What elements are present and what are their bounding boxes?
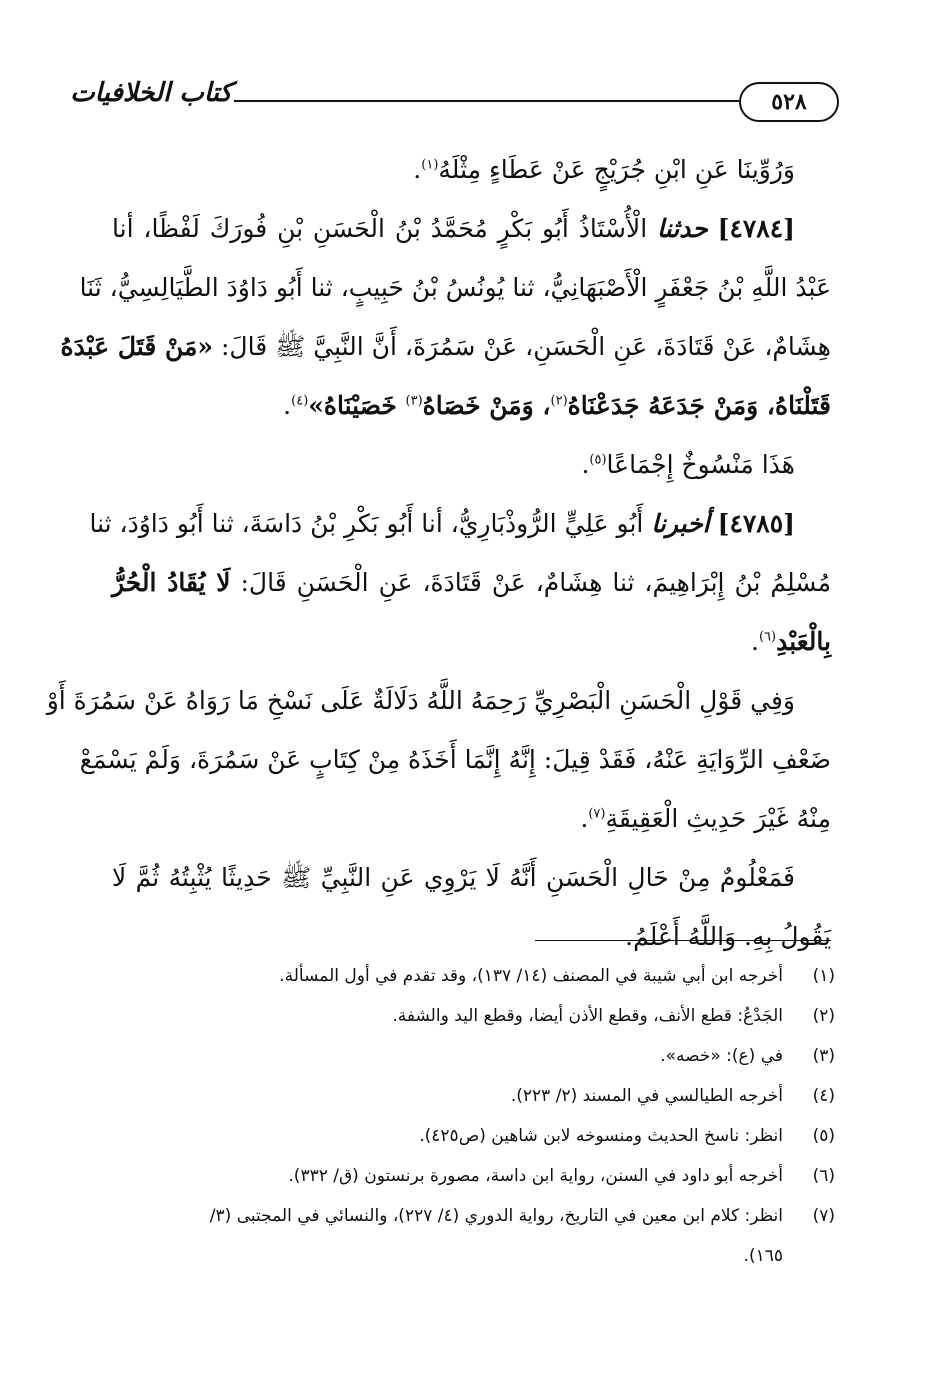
footnote xyxy=(96,1156,835,1196)
text-span: الْأُسْتَاذُ أَبُو بَكْرٍ مُحَمَّدُ بْنُ الْحَسَنِ بْنِ فُورَكَ لَفْظًا، أنا xyxy=(112,214,648,243)
footnote-ref: (١) xyxy=(421,157,439,173)
footnote-text: انظر: ناسخ الحديث ومنسوخه لابن شاهين (ص٤٢٥). xyxy=(419,1126,783,1146)
main-text xyxy=(46,140,831,966)
footnote-separator xyxy=(535,940,831,941)
text-line xyxy=(112,612,831,671)
text-line xyxy=(112,376,831,435)
transmission-keyword: أخبرنا xyxy=(651,509,710,538)
text-line: فَمَعْلُومٌ مِنْ حَالِ الْحَسَنِ أَنَّهُ لَا يَرْوِي عَنِ النَّبِيِّ ﷺ حَدِيثًا يُثْبِتُهُ ثُمَّ لَا xyxy=(112,863,795,892)
footnote-ref: (٧) xyxy=(588,806,606,822)
transmission-keyword: حدثنا xyxy=(657,214,708,243)
footnote xyxy=(96,1036,835,1076)
text-span: هِشَامٌ، عَنْ قَتَادَةَ، عَنِ الْحَسَنِ، عَنْ سَمُرَةَ، أَنَّ النَّبِيَّ ﷺ قَالَ: xyxy=(221,332,831,361)
hadith-number: [٤٧٨٤] xyxy=(717,214,795,243)
footnote-number: (٥) xyxy=(812,1126,835,1146)
footnote-number: (٣) xyxy=(812,1046,835,1066)
footnote-ref: (٥) xyxy=(589,452,607,468)
text-span: وَرُوِّينَا عَنِ ابْنِ جُرَيْجٍ عَنْ عَطَاءٍ مِثْلَهُ xyxy=(438,155,795,184)
text-span: هَذَا مَنْسُوخٌ إِجْمَاعًا xyxy=(606,450,795,479)
footnote-text: أخرجه الطيالسي في المسند (٢/ ٢٢٣). xyxy=(510,1086,783,1106)
footnotes xyxy=(96,956,835,1276)
footnote-continuation: ١٦٥). xyxy=(743,1246,783,1266)
footnote-ref: (٦) xyxy=(758,629,777,645)
text-line: وَفِي قَوْلِ الْحَسَنِ الْبَصْرِيِّ رَحِمَهُ اللَّهُ دَلَالَةٌ عَلَى نَسْخِ مَا رَوَاهُ عَنْ سَمُرَةَ أَوْ xyxy=(46,686,795,715)
text-line: يَقُولُ بِهِ. وَاللَّهُ أَعْلَمُ. xyxy=(625,922,831,951)
footnote-ref: (٣) xyxy=(405,393,423,409)
footnote xyxy=(96,1196,835,1236)
hadith-quote: خَصَيْنَاهُ xyxy=(323,391,406,420)
text-line: عَبْدُ اللَّهِ بْنُ جَعْفَرٍ الْأَصْبَهَانِيُّ، ثنا يُونُسُ بْنُ حَبِيبٍ، ثنا أَبُو دَاوُدَ الطَّيَالِسِيُّ، ثَنَا xyxy=(79,273,831,302)
text-span: . xyxy=(581,450,590,479)
hadith-4785 xyxy=(89,494,831,553)
hadith-4784 xyxy=(112,199,831,258)
text-line xyxy=(112,789,831,848)
footnote-ref: (٢) xyxy=(550,393,568,409)
footnote-ref: (٤) xyxy=(291,393,309,409)
hadith-quote: قَتَلْنَاهُ، وَمَنْ جَدَعَهُ جَدَعْنَاهُ xyxy=(567,391,831,420)
footnote-text: الجَدْعُ: قطع الأنف، وقطع الأذن أيضا، وقطع اليد والشفة. xyxy=(392,1006,783,1026)
hadith-quote: بِالْعَبْدِ xyxy=(776,627,831,656)
footnote-text: أخرجه ابن أبي شيبة في المصنف (١٤/ ١٣٧)، وقد تقدم في أول المسألة. xyxy=(279,966,783,986)
footnote-number: (٧) xyxy=(812,1206,835,1226)
quote-close: » xyxy=(308,391,324,420)
text-line xyxy=(60,317,831,376)
footnote-text: انظر: كلام ابن معين في التاريخ، رواية الدوري (٤/ ٢٢٧)، والنسائي في المجتبى (٣/ xyxy=(209,1206,783,1226)
page-number: ٥٢٨ xyxy=(739,82,839,122)
footnote-number: (٦) xyxy=(812,1166,835,1186)
text-line: ضَعْفِ الرِّوَايَةِ عَنْهُ، فَقَدْ قِيلَ: إِنَّهُ إِنَّمَا أَخَذَهُ مِنْ كِتَابٍ عَنْ سَمُرَةَ، وَلَمْ يَسْمَعْ xyxy=(79,745,831,774)
text-span: أَبُو عَلِيٍّ الرُّوذْبَارِيُّ، أنا أَبُو بَكْرِ بْنُ دَاسَةَ، ثنا أَبُو دَاوُدَ، ثنا xyxy=(89,509,644,538)
hadith-quote: «مَنْ قَتَلَ عَبْدَهُ xyxy=(60,332,214,361)
footnote-number: (١) xyxy=(812,966,835,986)
page-header xyxy=(70,78,839,126)
text-span: . xyxy=(750,627,759,656)
hadith-number: [٤٧٨٥] xyxy=(717,509,795,538)
footnote-number: (٤) xyxy=(812,1086,835,1106)
text-line: وَرُوِّينَا عَنِ ابْنِ جُرَيْجٍ عَنْ عَطَاءٍ مِثْلَهُ$^{(١)}$. xyxy=(413,155,795,184)
footnote xyxy=(96,956,835,996)
text-span: . xyxy=(283,391,292,420)
footnote-text: في (ع): «خصه». xyxy=(660,1046,783,1066)
text-line xyxy=(112,435,831,494)
hadith-quote: ، وَمَنْ خَصَاهُ xyxy=(422,391,551,420)
book-title: كتاب الخلافيات xyxy=(70,78,232,108)
footnote-number: (٢) xyxy=(812,1006,835,1026)
footnote xyxy=(96,1076,835,1116)
footnote-text: أخرجه أبو داود في السنن، رواية ابن داسة، مصورة برنستون (ق/ ٣٣٢). xyxy=(288,1166,783,1186)
footnote xyxy=(96,996,835,1036)
text-line xyxy=(112,553,831,612)
text-span: مُسْلِمُ بْنُ إِبْرَاهِيمَ، ثنا هِشَامٌ، عَنْ قَتَادَةَ، عَنِ الْحَسَنِ قَالَ: xyxy=(240,568,831,597)
header-rule xyxy=(234,100,739,102)
hadith-quote: لَا يُقَادُ الْحُرُّ xyxy=(112,568,231,597)
text-span: . xyxy=(580,804,589,833)
footnote xyxy=(96,1116,835,1156)
text-span: مِنْهُ غَيْرَ حَدِيثِ الْعَقِيقَةِ xyxy=(605,804,831,833)
